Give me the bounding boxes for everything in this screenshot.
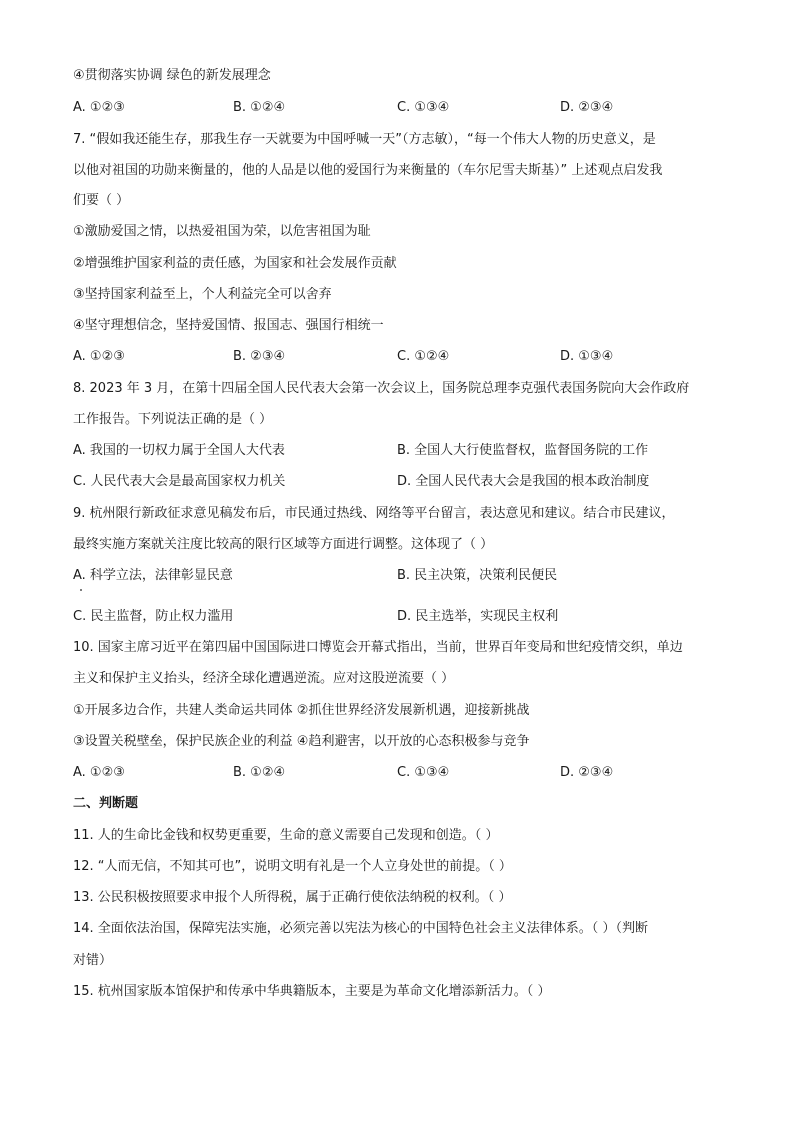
q8-option-a: A. 我国的一切权力属于全国人大代表 <box>73 443 285 458</box>
q8-stem-line-1: 8. 2023 年 3 月，在第十四届全国人民代表大会第一次会议上，国务院总理李克强代表国务院向大会作政府 <box>73 381 690 396</box>
q6-option-d: D. ②③④ <box>560 100 614 115</box>
q15-text: 15. 杭州国家版本馆保护和传承中华典籍版本，主要是为革命文化增添新活力。（ ） <box>73 984 551 999</box>
q6-option-c: C. ①③④ <box>397 100 450 115</box>
q8-stem-line-2: 工作报告。下列说法正确的是（ ） <box>73 412 273 427</box>
section-heading: 二、判断题 <box>73 796 139 811</box>
q7-option-b: B. ②③④ <box>233 349 286 364</box>
q12-text: 12. “人而无信，不知其可也”，说明文明有礼是一个人立身处世的前提。（ ） <box>73 859 512 874</box>
q7-option-c: C. ①②④ <box>397 349 450 364</box>
q10-stem-line-2: 主义和保护主义抬头，经济全球化遭遇逆流。应对这股逆流要（ ） <box>73 671 455 686</box>
q7-stem-line-2: 以他对祖国的功勋来衡量的，他的人品是以他的爱国行为来衡量的（车尔尼雪夫斯基）” 上述观点启发我 <box>73 163 663 178</box>
q7-stem-line-3: 们要（ ） <box>73 193 130 208</box>
q10-items-line-2: ③设置关税壁垒，保护民族企业的利益 ④趋利避害，以开放的心态积极参与竞争 <box>73 734 530 749</box>
q10-items-line-1: ①开展多边合作，共建人类命运共同体 ②抓住世界经济发展新机遇，迎接新挑战 <box>73 703 530 718</box>
q7-option-d: D. ①③④ <box>560 349 614 364</box>
q6-option-b: B. ①②④ <box>233 100 286 115</box>
q9-stem-line-1: 9. 杭州限行新政征求意见稿发布后，市民通过热线、网络等平台留言，表达意见和建议。结合市民建议， <box>73 506 675 521</box>
q9-option-d: D. 民主选举，实现民主权利 <box>397 609 559 624</box>
q8-option-b: B. 全国人大行使监督权，监督国务院的工作 <box>397 443 649 458</box>
stray-dot <box>80 589 82 591</box>
q10-option-c: C. ①③④ <box>397 765 450 780</box>
q14-text-line-2: 对错） <box>73 953 113 968</box>
q13-text: 13. 公民积极按照要求申报个人所得税，属于正确行使依法纳税的权利。（ ） <box>73 890 512 905</box>
q7-stem-line-1: 7. “假如我还能生存，那我生存一天就要为中国呼喊一天”（方志敏），“每一个伟大人物的历史意义，是 <box>73 132 656 147</box>
q10-option-a: A. ①②③ <box>73 765 125 780</box>
q9-option-a: A. 科学立法，法律彰显民意 <box>73 568 233 583</box>
q7-option-a: A. ①②③ <box>73 349 125 364</box>
q8-option-c: C. 人民代表大会是最高国家权力机关 <box>73 474 286 489</box>
q6-option-a: A. ①②③ <box>73 100 125 115</box>
q9-stem-line-2: 最终实施方案就关注度比较高的限行区域等方面进行调整。这体现了（ ） <box>73 537 494 552</box>
q10-option-b: B. ①②④ <box>233 765 286 780</box>
q9-option-b: B. 民主决策，决策利民便民 <box>397 568 558 583</box>
q7-item-1: ①激励爱国之情，以热爱祖国为荣，以危害祖国为耻 <box>73 224 371 239</box>
q9-option-c: C. 民主监督，防止权力滥用 <box>73 609 234 624</box>
q8-option-d: D. 全国人民代表大会是我国的根本政治制度 <box>397 474 650 489</box>
q7-item-3: ③坚持国家利益至上，个人利益完全可以舍弃 <box>73 287 332 302</box>
q7-item-2: ②增强维护国家利益的责任感，为国家和社会发展作贡献 <box>73 256 397 271</box>
q10-stem-line-1: 10. 国家主席习近平在第四届中国国际进口博览会开幕式指出，当前，世界百年变局和世纪疫情交织，单边 <box>73 640 683 655</box>
q14-text-line-1: 14. 全面依法治国，保障宪法实施，必须完善以宪法为核心的中国特色社会主义法律体系。（ ）（判断 <box>73 921 648 936</box>
q11-text: 11. 人的生命比金钱和权势更重要，生命的意义需要自己发现和创造。（ ） <box>73 828 499 843</box>
q6-item-4: ④贯彻落实协调 绿色的新发展理念 <box>73 68 271 83</box>
q10-option-d: D. ②③④ <box>560 765 614 780</box>
q7-item-4: ④坚守理想信念，坚持爱国情、报国志、强国行相统一 <box>73 318 384 333</box>
